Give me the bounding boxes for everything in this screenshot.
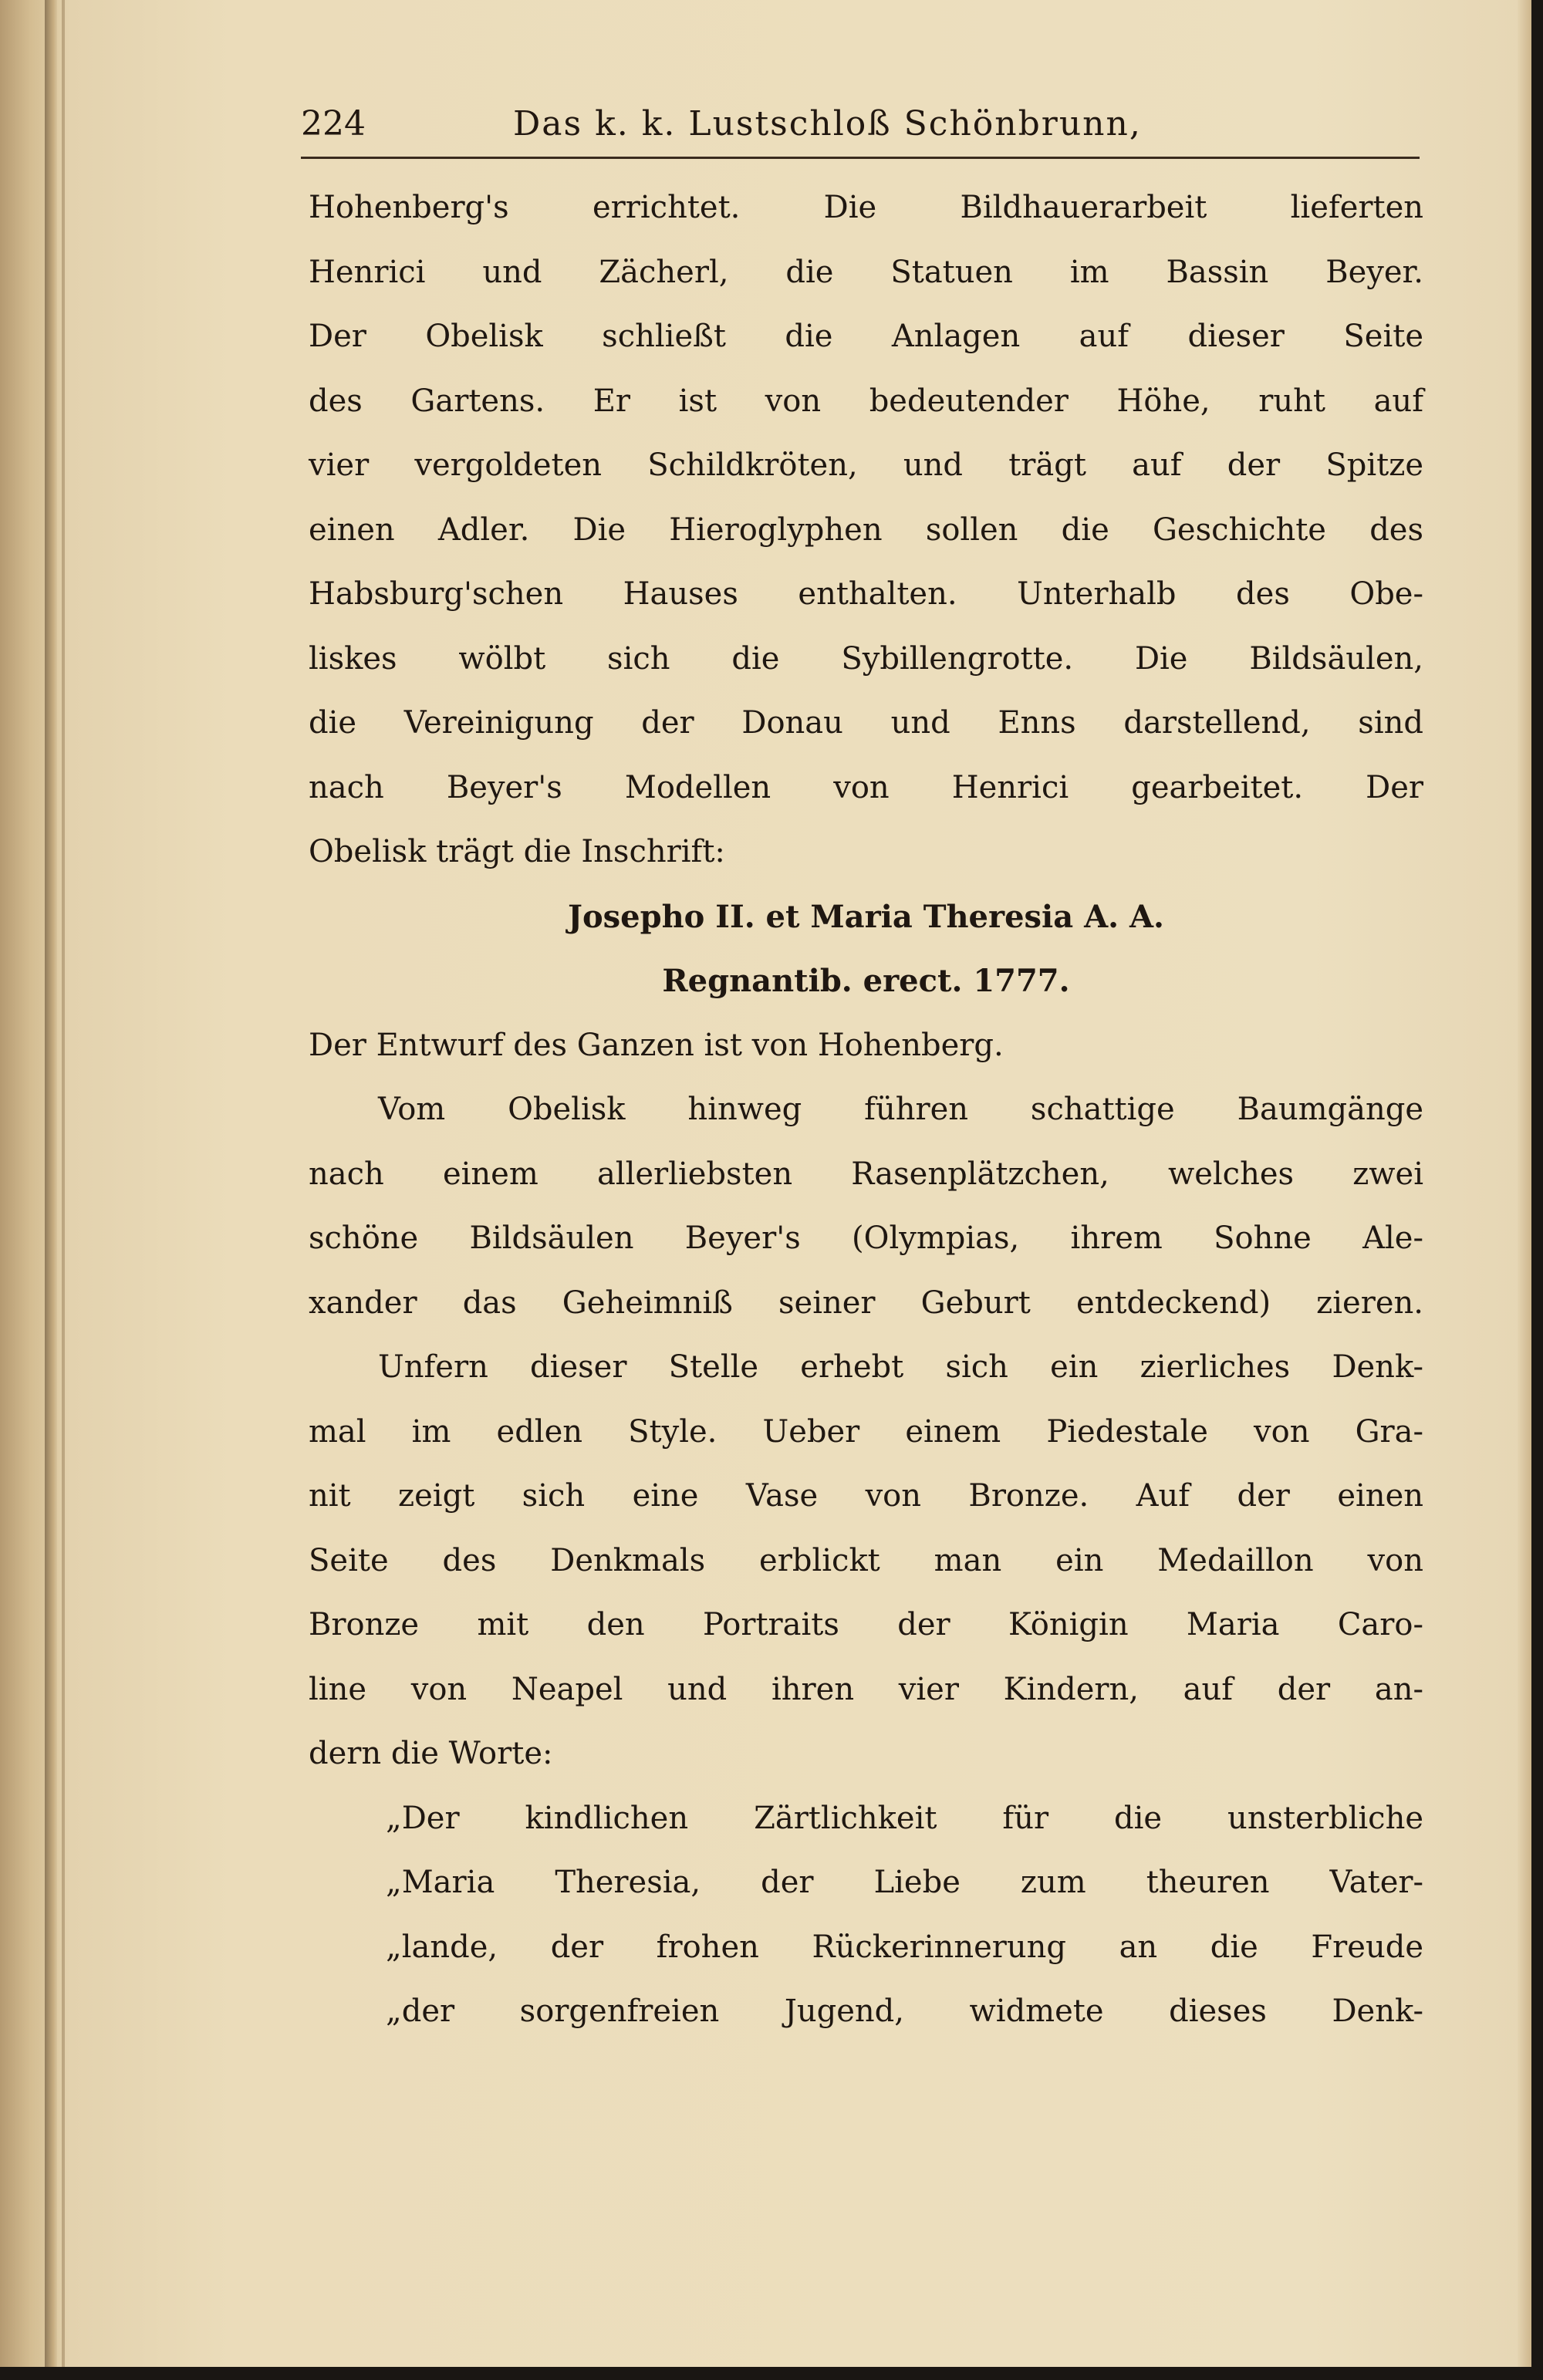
text-line: Obelisk trägt die Inschrift: xyxy=(309,834,725,869)
text-line: Der Obelisk schließt die Anlagen auf dieser Seite xyxy=(309,319,1423,354)
inscription-line: Josepho II. et Maria Theresia A. A. xyxy=(568,898,1164,935)
page-number: 224 xyxy=(301,104,366,143)
text-line: schöne Bildsäulen Beyer's (Olympias, ihrem Sohne Ale- xyxy=(309,1220,1423,1256)
book-spine xyxy=(45,0,57,2367)
text-line: Seite des Denkmals erblickt man ein Medaillon von xyxy=(309,1542,1423,1578)
text-line: Hohenberg's errichtet. Die Bildhauerarbeit lieferten xyxy=(309,190,1423,225)
text-line: xander das Geheimniß seiner Geburt entdeckend) zieren. xyxy=(309,1285,1423,1321)
text-line: nach einem allerliebsten Rasenplätzchen, welches zwei xyxy=(309,1156,1423,1192)
quote-line: „der sorgenfreien Jugend, widmete dieses Denk- xyxy=(386,1993,1423,2029)
header-rule xyxy=(301,157,1420,159)
text-line: vier vergoldeten Schildkröten, und trägt auf der Spitze xyxy=(309,447,1423,483)
quote-line: „lande, der frohen Rückerinnerung an die Freude xyxy=(386,1929,1423,1965)
text-line: liskes wölbt sich die Sybillengrotte. Die Bildsäulen, xyxy=(309,640,1423,677)
spine-shadow xyxy=(62,0,65,2367)
paragraph-start-line: Unfern dieser Stelle erhebt sich ein zierliches Denk- xyxy=(378,1349,1423,1385)
text-line: Bronze mit den Portraits der Königin Maria Caro- xyxy=(309,1607,1423,1642)
inscription-line: Regnantib. erect. 1777. xyxy=(662,963,1070,999)
text-line: nach Beyer's Modellen von Henrici gearbeitet. Der xyxy=(309,769,1423,805)
text-line: Henrici und Zächerl, die Statuen im Bassin Beyer. xyxy=(309,254,1423,290)
paragraph-start-line: Vom Obelisk hinweg führen schattige Baumgänge xyxy=(378,1092,1423,1127)
text-line: Der Entwurf des Ganzen ist von Hohenberg. xyxy=(309,1027,1004,1063)
page-edge xyxy=(1518,0,1531,2367)
text-line: mal im edlen Style. Ueber einem Piedestale von Gra- xyxy=(309,1413,1423,1450)
text-line: des Gartens. Er ist von bedeutender Höhe, ruht auf xyxy=(309,383,1423,419)
text-line: die Vereinigung der Donau und Enns darstellend, sind xyxy=(309,705,1423,741)
text-line: dern die Worte: xyxy=(309,1736,553,1771)
text-line: einen Adler. Die Hieroglyphen sollen die Geschichte des xyxy=(309,511,1423,548)
quote-line: „Der kindlichen Zärtlichkeit für die unsterbliche xyxy=(386,1800,1423,1836)
text-line: line von Neapel und ihren vier Kindern, auf der an- xyxy=(309,1671,1423,1707)
body-text xyxy=(309,176,1423,2044)
quote-line: „Maria Theresia, der Liebe zum theuren Vater- xyxy=(386,1865,1423,1900)
page-header xyxy=(301,104,1420,166)
text-line: Habsburg'schen Hauses enthalten. Unterhalb des Obe- xyxy=(309,576,1423,612)
text-line: nit zeigt sich eine Vase von Bronze. Auf der einen xyxy=(309,1478,1423,1514)
running-title: Das k. k. Lustschloß Schönbrunn, xyxy=(513,104,1142,143)
